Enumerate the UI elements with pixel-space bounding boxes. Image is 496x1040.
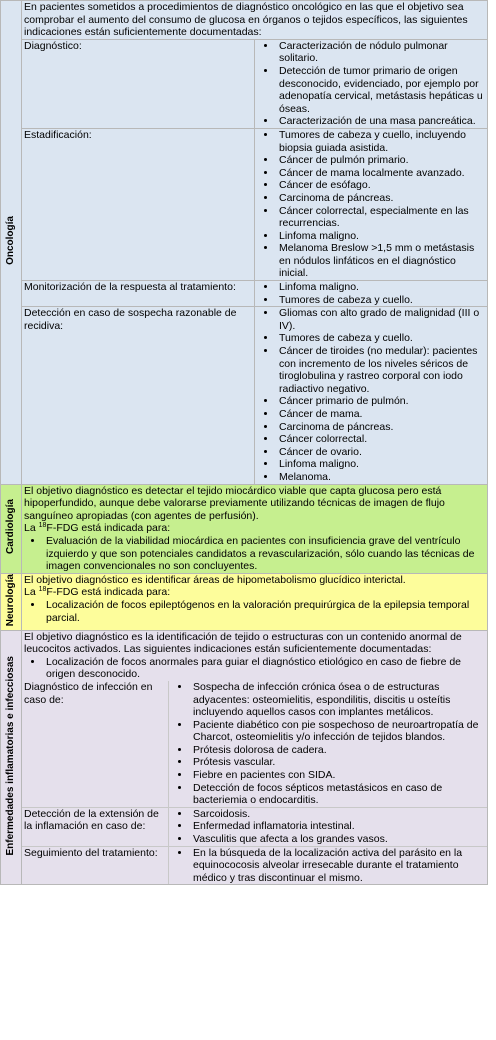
oncologia-side-label: Oncología [4,216,16,265]
list-item: • En la búsqueda de la localización activa del parásito en la equinococosis alveolar irresecable durante el tratamiento médico y tras discontinuar el mismo. [191,847,485,885]
neurologia-text: El objetivo diagnóstico es identificar áreas de hipometabolismo glucídico interictal. [24,573,406,586]
list-item: • Cáncer de tiroides (no medular): pacientes con incremento de los niveles séricos de tiroglobulina y rastreo corporal con iodo radiactivo negativo. [277,345,485,395]
cardiologia-text: El objetivo diagnóstico es detectar el tejido miocárdico viable que capta glucosa pero está hipoperfundido, aunque debe valorarse previamente utilizando técnicas de imagen de flujo sanguíneo apropiadas (con agentes de perfusión). [24,484,445,522]
list-item: • Enfermedad inflamatoria intestinal. [191,820,485,833]
list-item: • Melanoma. [277,471,485,484]
item-list [171,681,485,807]
row-label: Seguimiento del tratamiento: [22,846,169,884]
list-item: • Cáncer de ovario. [277,446,485,459]
list-item: • Detección de focos sépticos metastásicos en caso de bacteriemia o endocarditis. [191,782,485,807]
list-item: • Detección de tumor primario de origen desconocido, evidenciado, por ejemplo por adenopatía cervical, metástasis hepáticas u óseas. [277,65,485,115]
list-item: • Cáncer de pulmón primario. [277,154,485,167]
item-list [171,847,485,885]
cardiologia-content [22,484,488,573]
list-item: • Cáncer de mama localmente avanzado. [277,167,485,180]
list-item: • Linfoma maligno. [277,458,485,471]
neurologia-content [22,573,488,630]
oncologia-row-estadificacion [1,128,488,280]
list-item: • Melanoma Breslow >1,5 mm o metástasis en nódulos linfáticos en el diagnóstico inicial. [277,242,485,280]
list-item: • Prótesis vascular. [191,756,485,769]
row-label: Estadificación: [22,128,255,280]
oncologia-row-monitorizacion [1,281,488,307]
oncologia-row-diagnostico [1,39,488,128]
infecciosas-side-label: Enfermedades inflamatorias e infecciosas [4,655,16,856]
item-list [24,535,485,573]
list-item: • Carcinoma de páncreas. [277,421,485,434]
list-item: • Linfoma maligno. [277,281,485,294]
list-item: • Vasculitis que afecta a los grandes vasos. [191,833,485,846]
list-item: • Carcinoma de páncreas. [277,192,485,205]
list-item: • Localización de focos epileptógenos en la valoración prequirúrgica de la epilepsia temporal parcial. [44,599,485,624]
row-label: Monitorización de la respuesta al tratamiento: [22,281,255,307]
list-item: • Tumores de cabeza y cuello. [277,332,485,345]
neurologia-row [1,573,488,630]
oncologia-row-recidiva [1,307,488,484]
list-item: • Gliomas con alto grado de malignidad (III o IV). [277,307,485,332]
list-item: • Cáncer colorrectal. [277,433,485,446]
list-item: • Caracterización de una masa pancreática. [277,115,485,128]
list-item: • Paciente diabético con pie sospechoso de neuroartropatía de Charcot, osteomielitis y/o infección de tejidos blandos. [191,719,485,744]
list-item: • Prótesis dolorosa de cadera. [191,744,485,757]
list-item: • Cáncer de esófago. [277,179,485,192]
row-label: Detección en caso de sospecha razonable de recidiva: [22,307,255,484]
list-item: • Cáncer primario de pulmón. [277,395,485,408]
infecciosas-content [22,630,488,885]
list-item: • Fiebre en pacientes con SIDA. [191,769,485,782]
item-list [171,808,485,846]
cardiologia-side-label: Cardiología [4,499,16,555]
list-item: • Sarcoidosis. [191,808,485,821]
infecciosas-row-seguimiento [22,846,487,884]
infecciosas-row-extension [22,807,487,846]
neurologia-side-cell [1,573,22,630]
cardiologia-side-cell [1,484,22,573]
list-item: • Localización de focos anormales para guiar el diagnóstico etiológico en caso de fiebre de origen desconocido. [44,656,485,681]
infecciosas-side-cell [1,630,22,885]
neurologia-side-label: Neurología [4,573,16,626]
item-list [24,656,485,681]
item-list [257,40,485,128]
row-label: Diagnóstico de infección en caso de: [22,681,169,807]
list-item: • Caracterización de nódulo pulmonar solitario. [277,40,485,65]
cardiologia-row [1,484,488,573]
cardiologia-indication: La $^{18}$F-FDG está indicada para: [24,522,171,535]
infecciosas-row-diagnostico [22,681,487,807]
item-list [24,599,485,624]
list-item: • Evaluación de la viabilidad miocárdica en pacientes con insuficiencia grave del ventrículo izquierdo y que son potenciales candidatos a revascularización, sólo cuando las técnicas de imagen convencionales no son concluyentes. [44,535,485,573]
infecciosas-row [1,630,488,885]
list-item: • Tumores de cabeza y cuello, incluyendo biopsia guiada asistida. [277,129,485,154]
row-label: Detección de la extensión de la inflamación en caso de: [22,807,169,846]
oncologia-intro: En pacientes sometidos a procedimientos de diagnóstico oncológico en las que el objetivo sea comprobar el aumento del consumo de glucosa en órganos o tejidos específicos, las siguientes indicaciones están suficientemente documentadas: [22,1,488,40]
infecciosas-intro: El objetivo diagnóstico es la identificación de tejido o estructuras con un contenido anormal de leucocitos activados. Las siguientes indicaciones están suficientemente documentadas: [24,630,462,656]
item-list [257,281,485,306]
item-list [257,129,485,280]
list-item: • Cáncer colorrectal, especialmente en las recurrencias. [277,205,485,230]
list-item: • Sospecha de infección crónica ósea o de estructuras adyacentes: osteomielitis, espondilitis, discitis u osteítis incluyendo aquellos casos con implantes metálicos. [191,681,485,719]
oncologia-side-cell [1,1,22,485]
list-item: • Linfoma maligno. [277,230,485,243]
list-item: • Tumores de cabeza y cuello. [277,294,485,307]
list-item: • Cáncer de mama. [277,408,485,421]
row-label: Diagnóstico: [22,39,255,128]
neurologia-indication: La $^{18}$F-FDG está indicada para: [24,586,171,599]
item-list [257,307,485,483]
infecciosas-subtable [22,681,487,885]
